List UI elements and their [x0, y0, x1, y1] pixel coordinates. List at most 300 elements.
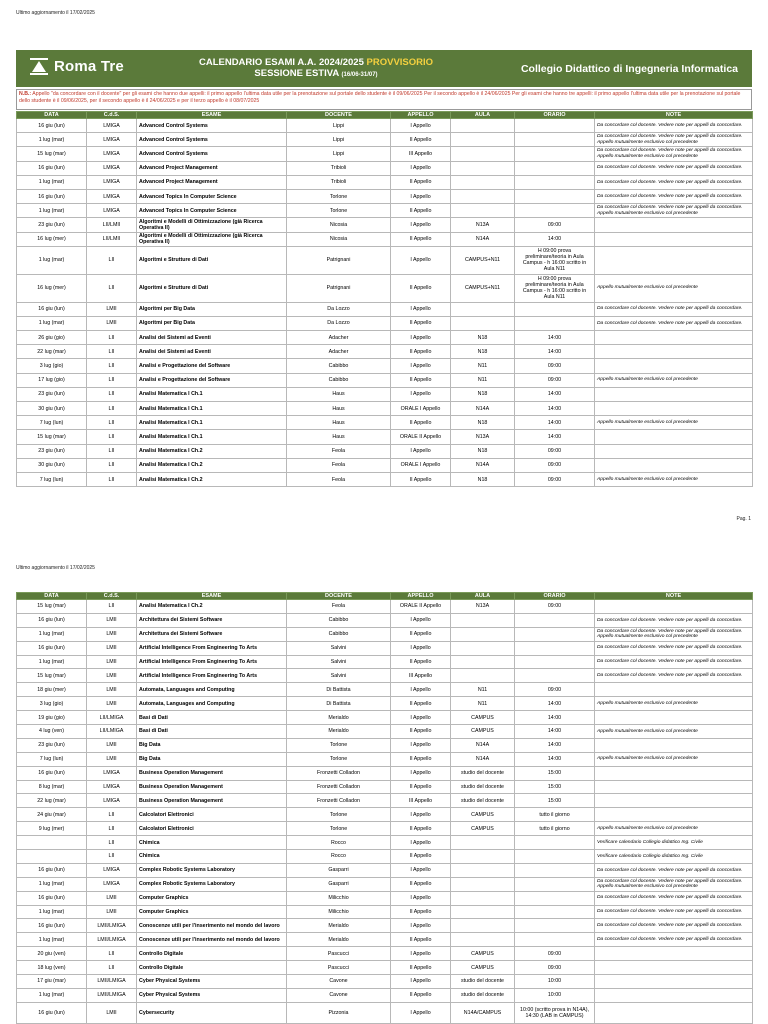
- cell-cds: LMII/LMIGA: [87, 975, 137, 989]
- cell-note: [595, 345, 753, 359]
- cell-note: Da concordare col docente. Vedere note per appelli da concordare. Appello mutualmente esclusivo col precedente: [595, 877, 753, 891]
- cell-docente: Milicchio: [287, 891, 391, 905]
- cell-appello: II Appello: [391, 961, 451, 975]
- cell-orario: 14:00: [515, 711, 595, 725]
- cell-note: [595, 780, 753, 794]
- table-row: [17, 316, 753, 330]
- table-row: [17, 697, 753, 711]
- page-number: Pag. 1: [736, 516, 751, 522]
- cell-docente: Feola: [287, 600, 391, 614]
- cell-cds: LII: [87, 961, 137, 975]
- cell-data: 30 giu (lun): [17, 458, 87, 472]
- column-header-aula: AULA: [451, 112, 515, 119]
- cell-cds: LMII: [87, 613, 137, 627]
- nb-label: N.B.:: [19, 91, 32, 97]
- cell-aula: CAMPUS+N11: [451, 246, 515, 274]
- cell-appello: II Appello: [391, 472, 451, 486]
- cell-cds: LMII: [87, 683, 137, 697]
- cell-data: 4 lug (ven): [17, 725, 87, 739]
- cell-aula: studio del docente: [451, 794, 515, 808]
- cell-appello: I Appello: [391, 218, 451, 232]
- cell-esame: Automata, Languages and Computing: [137, 683, 287, 697]
- cell-cds: LII: [87, 430, 137, 444]
- cell-esame: Basi di Dati: [137, 711, 287, 725]
- cell-orario: H 09:00 prova preliminare/teoria in Aula Campus - h 16:00 scritto in Aula N11: [515, 274, 595, 302]
- cell-esame: Calcolatori Elettronici: [137, 822, 287, 836]
- cell-appello: I Appello: [391, 738, 451, 752]
- cell-esame: Architettura dei Sistemi Software: [137, 627, 287, 641]
- cell-data: 22 lug (mar): [17, 345, 87, 359]
- cell-appello: II Appello: [391, 204, 451, 218]
- cell-docente: Feola: [287, 458, 391, 472]
- cell-appello: II Appello: [391, 933, 451, 947]
- cell-esame: Controllo Digitale: [137, 947, 287, 961]
- cell-docente: Pascucci: [287, 961, 391, 975]
- cell-cds: LII: [87, 331, 137, 345]
- cell-data: 26 giu (gio): [17, 331, 87, 345]
- cell-esame: Analisi Matematica I Ch.1: [137, 387, 287, 401]
- cell-esame: Controllo Digitale: [137, 961, 287, 975]
- table-row: [17, 472, 753, 486]
- cell-appello: ORALE II Appello: [391, 430, 451, 444]
- cell-data: 1 lug (mar): [17, 133, 87, 147]
- cell-appello: I Appello: [391, 331, 451, 345]
- column-header-docente: DOCENTE: [287, 112, 391, 119]
- cell-note: Da concordare col docente. Vedere note per appelli da concordare.: [595, 641, 753, 655]
- table-row: [17, 850, 753, 864]
- cell-orario: [515, 204, 595, 218]
- cell-aula: N18: [451, 345, 515, 359]
- cell-cds: LMII/LMIGA: [87, 919, 137, 933]
- cell-data: 16 giu (lun): [17, 161, 87, 175]
- cell-aula: N18: [451, 387, 515, 401]
- cell-note: [595, 961, 753, 975]
- cell-orario: 10:00: [515, 975, 595, 989]
- cell-docente: Gasparri: [287, 863, 391, 877]
- cell-cds: LII: [87, 373, 137, 387]
- cell-orario: tutto il giorno: [515, 822, 595, 836]
- cell-note: Da concordare col docente. Vedere note per appelli da concordare. Appello mutualmente esclusivo col precedente: [595, 133, 753, 147]
- cell-esame: Analisi Matematica I Ch.2: [137, 472, 287, 486]
- cell-aula: N11: [451, 359, 515, 373]
- table-row: [17, 891, 753, 905]
- cell-note: Da concordare col docente. Vedere note per appelli da concordare.: [595, 863, 753, 877]
- cell-cds: LMIGA: [87, 863, 137, 877]
- cell-orario: [515, 302, 595, 316]
- cell-esame: Advanced Control Systems: [137, 119, 287, 133]
- cell-appello: II Appello: [391, 627, 451, 641]
- roma-tre-logo-icon: [30, 58, 48, 75]
- cell-esame: Artificial Intelligence From Engineering To Arts: [137, 669, 287, 683]
- cell-aula: N13A: [451, 600, 515, 614]
- cell-esame: Analisi dei Sistemi ad Eventi: [137, 345, 287, 359]
- cell-cds: LMII: [87, 752, 137, 766]
- cell-orario: [515, 850, 595, 864]
- cell-esame: Algoritmi e Strutture di Dati: [137, 274, 287, 302]
- cell-orario: [515, 613, 595, 627]
- cell-data: 1 lug (mar): [17, 175, 87, 189]
- cell-appello: I Appello: [391, 836, 451, 850]
- cell-data: 1 lug (mar): [17, 988, 87, 1002]
- table-row: [17, 387, 753, 401]
- table-row: [17, 1002, 753, 1023]
- cell-orario: [515, 641, 595, 655]
- cell-appello: I Appello: [391, 683, 451, 697]
- column-header-docente: DOCENTE: [287, 593, 391, 600]
- cell-orario: [515, 161, 595, 175]
- cell-esame: Advanced Project Management: [137, 161, 287, 175]
- cell-appello: II Appello: [391, 988, 451, 1002]
- cell-note: Da concordare col docente. Vedere note per appelli da concordare.: [595, 933, 753, 947]
- cell-appello: I Appello: [391, 947, 451, 961]
- cell-data: 22 lug (mar): [17, 794, 87, 808]
- cell-docente: Haus: [287, 416, 391, 430]
- cell-aula: N11: [451, 373, 515, 387]
- cell-data: 20 giu (ven): [17, 947, 87, 961]
- cell-appello: II Appello: [391, 416, 451, 430]
- cell-note: [595, 988, 753, 1002]
- cell-orario: tutto il giorno: [515, 808, 595, 822]
- cell-cds: LMII: [87, 905, 137, 919]
- cell-esame: Algoritmi per Big Data: [137, 302, 287, 316]
- cell-esame: Algoritmi e Modelli di Ottimizzazione (già Ricerca Operativa II): [137, 218, 287, 232]
- cell-cds: LII: [87, 246, 137, 274]
- cell-docente: Feola: [287, 444, 391, 458]
- cell-esame: Big Data: [137, 752, 287, 766]
- cell-orario: 14:00: [515, 232, 595, 246]
- cell-docente: Merialdo: [287, 711, 391, 725]
- cell-data: 15 lug (mar): [17, 669, 87, 683]
- cell-orario: 10:00: [515, 988, 595, 1002]
- cell-orario: 15:00: [515, 794, 595, 808]
- cell-note: Da concordare col docente. Vedere note per appelli da concordare. Appello mutualmente esclusivo col precedente: [595, 147, 753, 161]
- cell-aula: CAMPUS: [451, 947, 515, 961]
- cell-data: 30 giu (lun): [17, 402, 87, 416]
- cell-cds: LMII: [87, 1002, 137, 1023]
- last-updated-text: Ultimo aggiornamento il 17/02/2025: [16, 565, 95, 571]
- cell-cds: LII: [87, 822, 137, 836]
- cell-orario: 09:00: [515, 600, 595, 614]
- cell-docente: Gasparri: [287, 877, 391, 891]
- cell-esame: Algoritmi per Big Data: [137, 316, 287, 330]
- cell-data: 16 giu (lun): [17, 919, 87, 933]
- cell-aula: [451, 133, 515, 147]
- cell-data: 7 lug (lun): [17, 416, 87, 430]
- table-header: [17, 112, 753, 119]
- cell-appello: I Appello: [391, 711, 451, 725]
- cell-aula: [451, 627, 515, 641]
- table-row: [17, 359, 753, 373]
- cell-appello: II Appello: [391, 850, 451, 864]
- cell-note: Da concordare col docente. Vedere note per appelli da concordare.: [595, 175, 753, 189]
- cell-aula: N14A/CAMPUS: [451, 1002, 515, 1023]
- cell-cds: LMIGA: [87, 119, 137, 133]
- column-header-cds: C.d.S.: [87, 112, 137, 119]
- cell-esame: Automata, Languages and Computing: [137, 697, 287, 711]
- cell-appello: II Appello: [391, 725, 451, 739]
- cell-esame: Analisi Matematica I Ch.1: [137, 402, 287, 416]
- cell-aula: N18: [451, 416, 515, 430]
- cell-cds: LII: [87, 850, 137, 864]
- cell-aula: [451, 905, 515, 919]
- cell-note: Da concordare col docente. Vedere note per appelli da concordare.: [595, 919, 753, 933]
- cell-data: 15 lug (mar): [17, 600, 87, 614]
- cell-esame: Complex Robotic Systems Laboratory: [137, 863, 287, 877]
- cell-orario: [515, 147, 595, 161]
- table-row: [17, 808, 753, 822]
- cell-cds: LMII: [87, 627, 137, 641]
- cell-aula: N14A: [451, 402, 515, 416]
- cell-cds: LII/LMIGA: [87, 711, 137, 725]
- cell-aula: N13A: [451, 430, 515, 444]
- cell-esame: Artificial Intelligence From Engineering To Arts: [137, 641, 287, 655]
- cell-note: Appello mutualmente esclusivo col precedente: [595, 274, 753, 302]
- cell-data: 17 lug (gio): [17, 373, 87, 387]
- cell-aula: N13A: [451, 218, 515, 232]
- cell-aula: N18: [451, 444, 515, 458]
- cell-aula: [451, 919, 515, 933]
- cell-cds: LII: [87, 458, 137, 472]
- cell-data: 1 lug (mar): [17, 933, 87, 947]
- table-row: [17, 919, 753, 933]
- table-row: [17, 975, 753, 989]
- cell-esame: Cyber Physical Systems: [137, 975, 287, 989]
- cell-orario: 14:00: [515, 752, 595, 766]
- table-row: [17, 683, 753, 697]
- cell-docente: Patrignani: [287, 274, 391, 302]
- cell-data: 18 giu (mer): [17, 683, 87, 697]
- cell-note: Appello mutualmente esclusivo col precedente: [595, 472, 753, 486]
- table-row: [17, 766, 753, 780]
- cell-orario: 14:00: [515, 697, 595, 711]
- table-row: [17, 147, 753, 161]
- cell-docente: Torlone: [287, 822, 391, 836]
- cell-docente: Cavone: [287, 988, 391, 1002]
- cell-data: [17, 850, 87, 864]
- cell-orario: 14:00: [515, 402, 595, 416]
- table-row: [17, 655, 753, 669]
- cell-docente: Lippi: [287, 147, 391, 161]
- cell-note: [595, 232, 753, 246]
- cell-appello: II Appello: [391, 655, 451, 669]
- column-header-note: NOTE: [595, 112, 753, 119]
- cell-docente: Tribioli: [287, 175, 391, 189]
- cell-docente: Merialdo: [287, 933, 391, 947]
- cell-docente: Salvini: [287, 669, 391, 683]
- cell-appello: I Appello: [391, 302, 451, 316]
- cell-esame: Computer Graphics: [137, 891, 287, 905]
- calendar-title: [166, 57, 466, 81]
- roma-tre-logo: [30, 58, 124, 75]
- cell-cds: LMIGA: [87, 204, 137, 218]
- cell-appello: II Appello: [391, 175, 451, 189]
- cell-note: Verificare calendario Collegio didattico Ing. Civile: [595, 850, 753, 864]
- cell-aula: [451, 669, 515, 683]
- cell-aula: [451, 613, 515, 627]
- cell-esame: Analisi e Progettazione del Software: [137, 373, 287, 387]
- cell-esame: Algoritmi e Modelli di Ottimizzazione (già Ricerca Operativa II): [137, 232, 287, 246]
- cell-aula: studio del docente: [451, 988, 515, 1002]
- column-header-cds: C.d.S.: [87, 593, 137, 600]
- cell-data: 7 lug (lun): [17, 752, 87, 766]
- cell-docente: Nicosia: [287, 232, 391, 246]
- cell-note: Da concordare col docente. Vedere note per appelli da concordare.: [595, 655, 753, 669]
- cell-docente: Adacher: [287, 331, 391, 345]
- table-row: [17, 204, 753, 218]
- cell-esame: Analisi dei Sistemi ad Eventi: [137, 331, 287, 345]
- cell-cds: LII: [87, 947, 137, 961]
- cell-cds: LMII: [87, 697, 137, 711]
- table-row: [17, 933, 753, 947]
- table-row: [17, 416, 753, 430]
- cell-note: Appello mutualmente esclusivo col precedente: [595, 697, 753, 711]
- cell-data: 7 lug (lun): [17, 472, 87, 486]
- table-row: [17, 738, 753, 752]
- cell-data: 19 giu (gio): [17, 711, 87, 725]
- table-row: [17, 627, 753, 641]
- cell-aula: CAMPUS: [451, 711, 515, 725]
- cell-note: Appello mutualmente esclusivo col precedente: [595, 725, 753, 739]
- table-row: [17, 402, 753, 416]
- cell-aula: studio del docente: [451, 780, 515, 794]
- table-row: [17, 232, 753, 246]
- cell-aula: CAMPUS: [451, 822, 515, 836]
- table-row: [17, 641, 753, 655]
- cell-orario: [515, 863, 595, 877]
- cell-cds: LII: [87, 402, 137, 416]
- cell-docente: Torlone: [287, 189, 391, 203]
- exam-table-page-2: [16, 592, 753, 1024]
- cell-data: 1 lug (mar): [17, 905, 87, 919]
- cell-data: 24 giu (mar): [17, 808, 87, 822]
- cell-orario: 09:00: [515, 458, 595, 472]
- cell-appello: I Appello: [391, 975, 451, 989]
- cell-esame: Computer Graphics: [137, 905, 287, 919]
- cell-data: 16 giu (lun): [17, 766, 87, 780]
- cell-data: 8 lug (mar): [17, 780, 87, 794]
- cell-docente: Salvini: [287, 655, 391, 669]
- cell-aula: [451, 933, 515, 947]
- cell-docente: Rocco: [287, 850, 391, 864]
- cell-appello: ORALE I Appello: [391, 458, 451, 472]
- cell-appello: I Appello: [391, 189, 451, 203]
- table-row: [17, 119, 753, 133]
- exam-table-page-1: [16, 111, 753, 487]
- cell-orario: [515, 836, 595, 850]
- cell-data: 3 lug (gio): [17, 359, 87, 373]
- cell-aula: [451, 204, 515, 218]
- cell-esame: Cybersecurity: [137, 1002, 287, 1023]
- cell-esame: Advanced Project Management: [137, 175, 287, 189]
- cell-note: [595, 387, 753, 401]
- cell-docente: Torlone: [287, 808, 391, 822]
- cell-note: Appello mutualmente esclusivo col precedente: [595, 822, 753, 836]
- cell-appello: I Appello: [391, 919, 451, 933]
- cell-orario: 14:00: [515, 430, 595, 444]
- table-row: [17, 444, 753, 458]
- cell-esame: Architettura dei Sistemi Software: [137, 613, 287, 627]
- cell-docente: Cavone: [287, 975, 391, 989]
- column-header-orario: ORARIO: [515, 112, 595, 119]
- cell-orario: 09:00: [515, 444, 595, 458]
- cell-cds: LII/LMIGA: [87, 725, 137, 739]
- cell-docente: Cabibbo: [287, 627, 391, 641]
- cell-docente: Haus: [287, 430, 391, 444]
- table-row: [17, 836, 753, 850]
- cell-appello: II Appello: [391, 822, 451, 836]
- table-row: [17, 331, 753, 345]
- cell-data: 15 lug (mar): [17, 147, 87, 161]
- cell-docente: Adacher: [287, 345, 391, 359]
- cell-appello: II Appello: [391, 752, 451, 766]
- cell-esame: Advanced Topics In Computer Science: [137, 189, 287, 203]
- calendar-title-main: CALENDARIO ESAMI A.A. 2024/2025: [198, 57, 364, 68]
- cell-aula: N14A: [451, 752, 515, 766]
- cell-orario: 09:00: [515, 683, 595, 697]
- cell-appello: I Appello: [391, 246, 451, 274]
- cell-appello: I Appello: [391, 863, 451, 877]
- cell-note: [595, 794, 753, 808]
- cell-esame: Basi di Dati: [137, 725, 287, 739]
- cell-orario: [515, 189, 595, 203]
- cell-note: Da concordare col docente. Vedere note per appelli da concordare.: [595, 613, 753, 627]
- last-updated-text: Ultimo aggiornamento il 17/02/2025: [16, 10, 95, 16]
- cell-docente: Haus: [287, 402, 391, 416]
- cell-cds: LII: [87, 600, 137, 614]
- cell-aula: [451, 161, 515, 175]
- cell-aula: [451, 863, 515, 877]
- cell-orario: 14:00: [515, 416, 595, 430]
- cell-docente: Torlone: [287, 738, 391, 752]
- cell-aula: studio del docente: [451, 975, 515, 989]
- column-header-appello: APPELLO: [391, 112, 451, 119]
- column-header-note: NOTE: [595, 593, 753, 600]
- cell-orario: 09:00: [515, 947, 595, 961]
- column-header-data: DATA: [17, 112, 87, 119]
- cell-orario: [515, 655, 595, 669]
- cell-cds: LMII: [87, 302, 137, 316]
- cell-note: [595, 458, 753, 472]
- cell-aula: studio del docente: [451, 766, 515, 780]
- cell-cds: LMII: [87, 316, 137, 330]
- provisional-label: PROVVISORIO: [366, 57, 434, 68]
- cell-esame: Conoscenze utili per l'inserimento nel mondo del lavoro: [137, 933, 287, 947]
- cell-esame: Business Operation Management: [137, 766, 287, 780]
- cell-aula: CAMPUS: [451, 961, 515, 975]
- cell-cds: LMIGA: [87, 133, 137, 147]
- cell-note: [595, 975, 753, 989]
- cell-appello: I Appello: [391, 119, 451, 133]
- cell-appello: III Appello: [391, 669, 451, 683]
- cell-docente: Milicchio: [287, 905, 391, 919]
- cell-docente: Cabibbo: [287, 373, 391, 387]
- cell-data: 15 lug (mar): [17, 430, 87, 444]
- cell-appello: II Appello: [391, 232, 451, 246]
- table-row: [17, 780, 753, 794]
- cell-orario: [515, 133, 595, 147]
- cell-orario: 09:00: [515, 373, 595, 387]
- table-row: [17, 458, 753, 472]
- cell-orario: 09:00: [515, 472, 595, 486]
- cell-appello: I Appello: [391, 387, 451, 401]
- cell-aula: [451, 641, 515, 655]
- cell-aula: N11: [451, 683, 515, 697]
- table-row: [17, 613, 753, 627]
- cell-cds: LII: [87, 387, 137, 401]
- cell-data: 16 giu (lun): [17, 119, 87, 133]
- cell-cds: LMII: [87, 891, 137, 905]
- cell-appello: I Appello: [391, 444, 451, 458]
